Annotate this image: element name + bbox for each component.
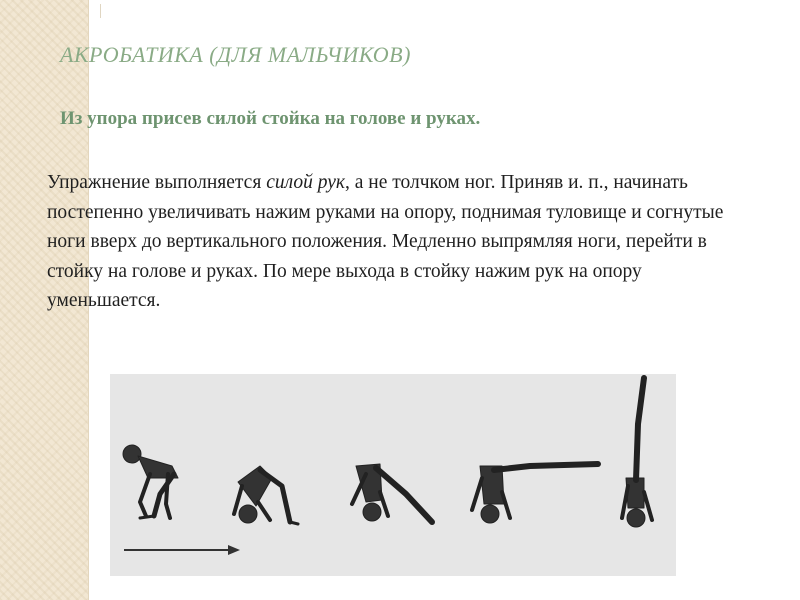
figure-crouch: [123, 445, 178, 518]
body-text-part2: , а не толчком ног. Приняв и. п., начинать постепенно увеличивать нажим руками на опору, поднимая туловище и согнутые ноги вверх до вертикального положения. Медленно выпрямляя ноги, перейти в стойку на голове и руках. По мере выхода в стойку нажим рук на опору уменьшается.: [47, 172, 724, 311]
acrobatics-sequence-icon: [110, 374, 676, 576]
decorative-corner-mark: [100, 4, 107, 18]
body-paragraph: [47, 168, 737, 316]
exercise-illustration: [110, 374, 676, 576]
body-text-part1: Упражнение выполняется: [47, 172, 267, 193]
slide-title: АКРОБАТИКА (ДЛЯ МАЛЬЧИКОВ): [60, 42, 411, 67]
figure-pike: [352, 464, 432, 522]
figure-head-down: [234, 466, 298, 524]
body-text-italic: силой рук: [266, 172, 345, 193]
figure-horizontal-legs: [472, 464, 598, 523]
figure-headstand: [622, 378, 652, 527]
slide-subtitle: Из упора присев силой стойка на голове и руках.: [60, 108, 481, 129]
direction-arrow-icon: [124, 545, 240, 555]
